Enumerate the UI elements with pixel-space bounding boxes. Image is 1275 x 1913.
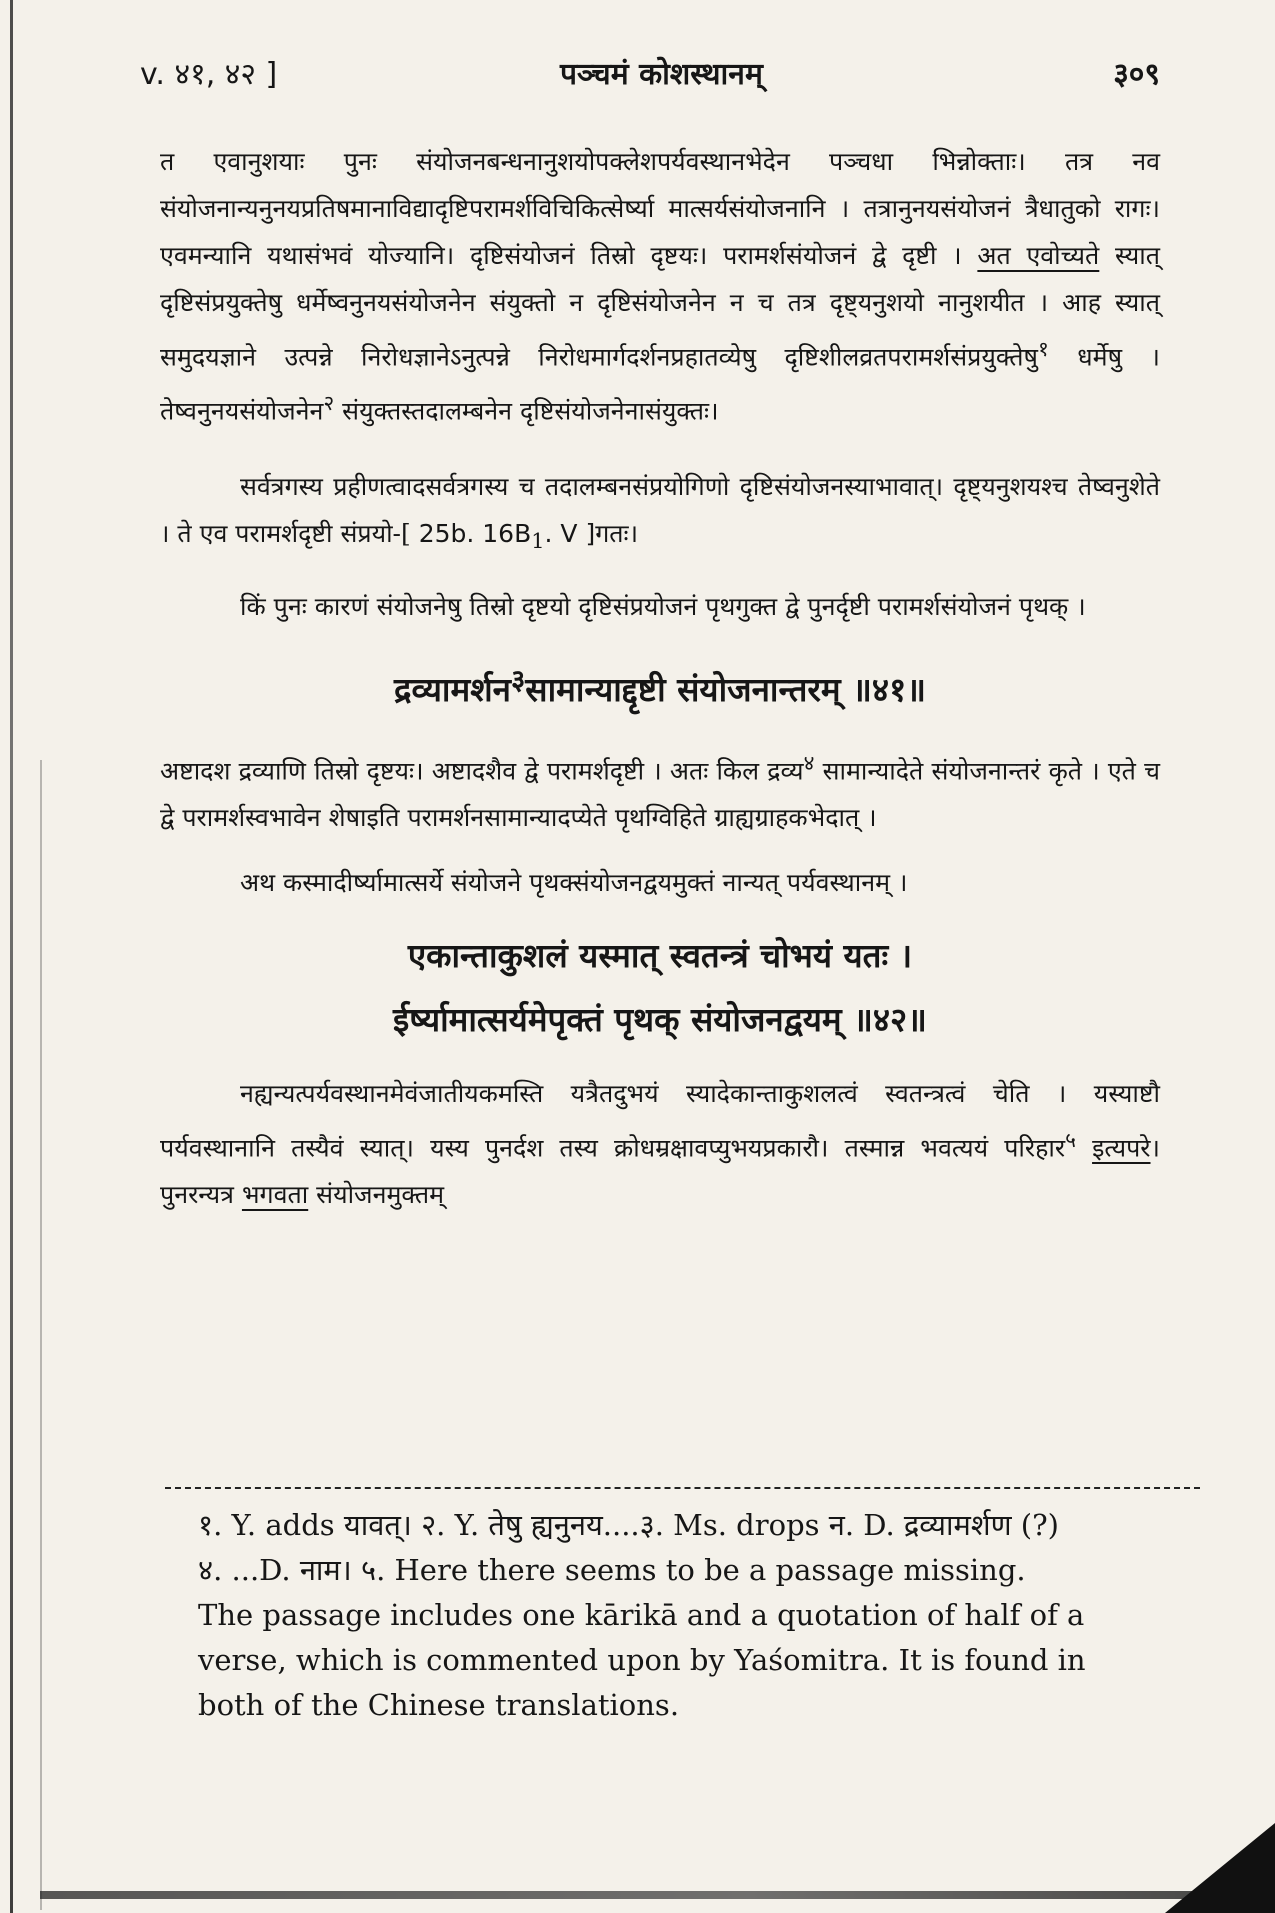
paragraph-2: सर्वत्रगस्य प्रहीणत्वादसर्वत्रगस्य च तदालम्बनसंप्रयोगिणो दृष्टिसंयोजनस्याभावात्। दृष्ट्यनुशयश्च तेष्वनुशेते । ते एव परामर्शदृष्टी संप्रयो-[ 25b. $16B_1$. V ]गतः। [160, 471, 1160, 553]
chapter-title: पञ्चमं कोशस्थानम् [560, 57, 763, 92]
verse-range: v. ४१, ४२ ] [140, 57, 278, 92]
verse-42-line-1: एकान्ताकुशलं यस्मात् स्वतन्त्रं चोभयं यतः । [407, 935, 913, 975]
paragraph-6: नह्यन्यत्पर्यवस्थानमेवंजातीयकमस्ति यत्रैतदुभयं स्यादेकान्ताकुशलत्वं स्वतन्त्रत्वं चेति । यस्याष्टौ पर्यवस्थानानि तस्यैवं स्यात्। यस्य पुनर्दश तस्य क्रोधम्रक्षावप्युभयप्रकारौ। तस्मान्न भवत्ययं परिहार$^५$ इत्यपरे। पुनरन्यत्र भगवता संयोजनमुक्तम् [160, 1078, 1160, 1210]
page-corner-shadow [1165, 1823, 1275, 1913]
page-edge-shadow [40, 760, 42, 1910]
paragraph-1: त एवानुशयाः पुनः संयोजनबन्धनानुशयोपक्लेशपर्यवस्थानभेदेन पञ्चधा भिन्नोक्ताः। तत्र नव संयोजनान्यनुनयप्रतिषमानाविद्यादृष्टिपरामर्शविचिकित्सेर्ष्या मात्सर्यसंयोजनानि । तत्रानुनयसंयोजनं त्रैधातुको रागः। एवमन्यानि यथासंभवं योज्यानि। दृष्टिसंयोजनं तिस्रो दृष्टयः। परामर्शसंयोजनं द्वे दृष्टी । अत एवोच्यते स्यात् दृष्टिसंप्रयुक्तेषु धर्मेष्वनुनयसंयोजनेन संयुक्तो न दृष्टिसंयोजनेन न च तत्र दृष्ट्यनुशयो नानुशयीत । आह स्यात् समुदयज्ञाने उत्पन्ने निरोधज्ञानेऽनुत्पन्ने निरोधमार्गदर्शनप्रहातव्येषु दृष्टिशीलव्रतपरामर्शसंप्रयुक्तेषु$^१$ धर्मेषु । तेष्वनुनयसंयोजनेन$^२$ संयुक्तस्तदालम्बनेन दृष्टिसंयोजनेनासंयुक्तः। [160, 147, 1160, 426]
running-header [140, 52, 1160, 102]
footnote-line: The passage includes one kārikā and a quotation of half of a [198, 1598, 1085, 1632]
verse-42-line-2: ईर्ष्यामात्सर्यमेपृक्तं पृथक् संयोजनद्वयम् ॥४२॥ [393, 999, 927, 1039]
footnote-marker: ४ [803, 750, 815, 775]
footnote-marker: २ [323, 391, 335, 416]
page-number: ३०९ [1113, 57, 1160, 92]
page-edge-left [10, 0, 13, 1913]
footnote-line: verse, which is commented upon by Yaśomitra. It is found in [198, 1643, 1086, 1677]
footnote-line: १. Y. adds यावत्। २. Y. तेषु ह्यनुनय....३. Ms. drops न. D. द्रव्यामर्शण (?) [198, 1508, 1059, 1542]
main-text [160, 138, 1160, 1218]
page-edge-bottom [40, 1891, 1220, 1899]
paragraph-3: किं पुनः कारणं संयोजनेषु तिस्रो दृष्टयो दृष्टिसंप्रयोजनं पृथगुक्त द्वे पुनर्दृष्टी परामर्शसंयोजनं पृथक् । [240, 591, 1086, 621]
footnote-line: ४. ...D. नाम। ५. Here there seems to be a passage missing. [198, 1553, 1026, 1587]
verse-41: द्रव्यामर्शन$^३$सामान्याद्दृष्टी संयोजनान्तरम् ॥४१॥ [393, 663, 927, 709]
footnote-rule [165, 1487, 1200, 1489]
paragraph-5: अथ कस्मादीर्ष्यामात्सर्ये संयोजने पृथक्संयोजनद्वयमुक्तं नान्यत् पर्यवस्थानम् । [240, 867, 908, 897]
footnote-line: both of the Chinese translations. [198, 1688, 680, 1722]
footnote-marker: १ [1038, 337, 1049, 361]
footnotes [198, 1503, 1198, 1728]
footnote-marker: ५ [1065, 1127, 1076, 1152]
paragraph-4: अष्टादश द्रव्याणि तिस्रो दृष्टयः। अष्टादशैव द्वे परामर्शदृष्टी । अतः किल द्रव्य$^४$ सामान्यादेते संयोजनान्तरं कृते । एते च द्वे परामर्शस्वभावेन शेषाइति परामर्शनसामान्यादप्येते पृथग्विहिते ग्राह्यग्राहकभेदात् । [160, 750, 1160, 832]
